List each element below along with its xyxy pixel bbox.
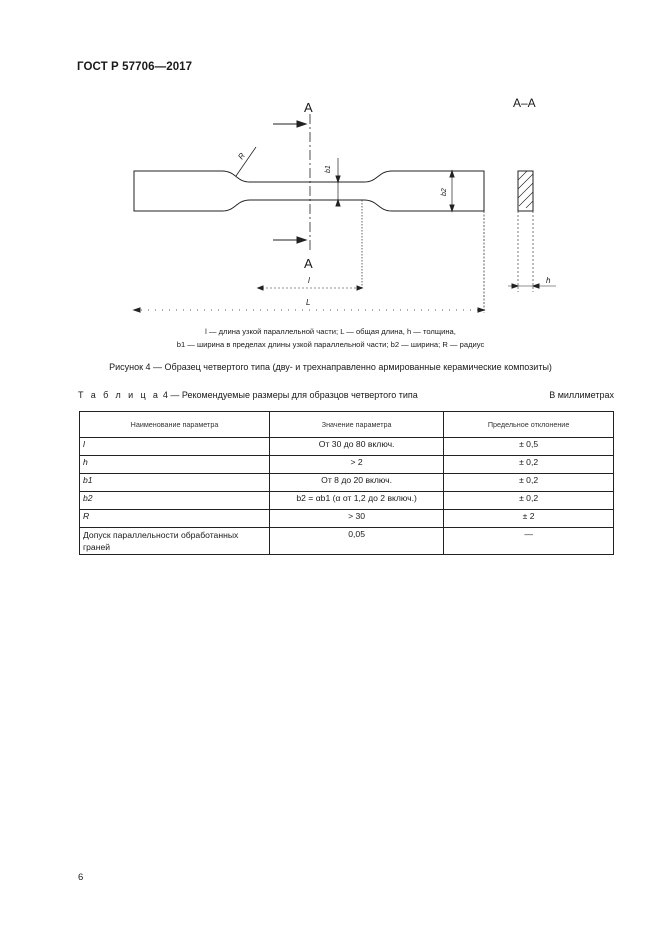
header-name: Наименование параметра [80, 412, 270, 438]
specimen-drawing [0, 0, 661, 360]
table-caption [78, 390, 418, 400]
header-value: Значение параметра [270, 412, 444, 438]
dim-label-b1: b1 [325, 165, 332, 173]
param-tolerance: ± 0,2 [444, 456, 614, 474]
section-arrow-top [297, 121, 306, 127]
param-value: От 8 до 20 включ. [270, 474, 444, 492]
param-name: h [80, 456, 270, 474]
table-units: В миллиметрах [549, 390, 614, 400]
dim-label-L: L [306, 298, 311, 307]
dim-label-R: R [236, 151, 247, 162]
section-arrow-bottom [297, 237, 306, 243]
specimen-outline [134, 171, 484, 211]
table-row [80, 456, 614, 474]
section-label-top: A [304, 100, 313, 115]
figure-legend-line1: l — длина узкой параллельной части; L — общая длина, h — толщина, [205, 327, 456, 336]
param-name: b1 [80, 474, 270, 492]
param-tolerance: ± 2 [444, 510, 614, 528]
dim-label-l: l [308, 276, 310, 285]
table-row [80, 474, 614, 492]
param-tolerance: ± 0,5 [444, 438, 614, 456]
table-caption-text: 4 — Рекомендуемые размеры для образцов четвертого типа [162, 390, 418, 400]
param-value: От 30 до 80 включ. [270, 438, 444, 456]
section-view-label: A–A [513, 96, 536, 110]
figure-caption: Рисунок 4 — Образец четвертого типа (дву- и трехнаправленно армированные керамические композиты) [109, 362, 552, 372]
param-name: Допуск параллельности обработанных граней [80, 528, 270, 555]
dim-label-h: h [546, 276, 551, 285]
param-value: 0,05 [270, 528, 444, 555]
parameters-table [79, 411, 614, 555]
table-row [80, 438, 614, 456]
page-number: 6 [78, 872, 84, 883]
param-tolerance: — [444, 528, 614, 555]
table-header-row [80, 412, 614, 438]
header-tolerance: Предельное отклонение [444, 412, 614, 438]
dim-label-b2: b2 [441, 188, 448, 196]
param-name: b2 [80, 492, 270, 510]
table-row [80, 528, 614, 555]
table-caption-prefix: Т а б л и ц а [78, 390, 161, 400]
table-row [80, 510, 614, 528]
param-name: l [80, 438, 270, 456]
document-header: ГОСТ Р 57706—2017 [77, 61, 193, 73]
param-value: > 30 [270, 510, 444, 528]
section-label-bottom: A [304, 256, 313, 271]
param-value: b2 = αb1 (α от 1,2 до 2 включ.) [270, 492, 444, 510]
param-tolerance: ± 0,2 [444, 492, 614, 510]
param-value: > 2 [270, 456, 444, 474]
table-row [80, 492, 614, 510]
param-tolerance: ± 0,2 [444, 474, 614, 492]
param-name: R [80, 510, 270, 528]
figure-legend-line2: b1 — ширина в пределах длины узкой параллельной части; b2 — ширина; R — радиус [176, 340, 485, 349]
